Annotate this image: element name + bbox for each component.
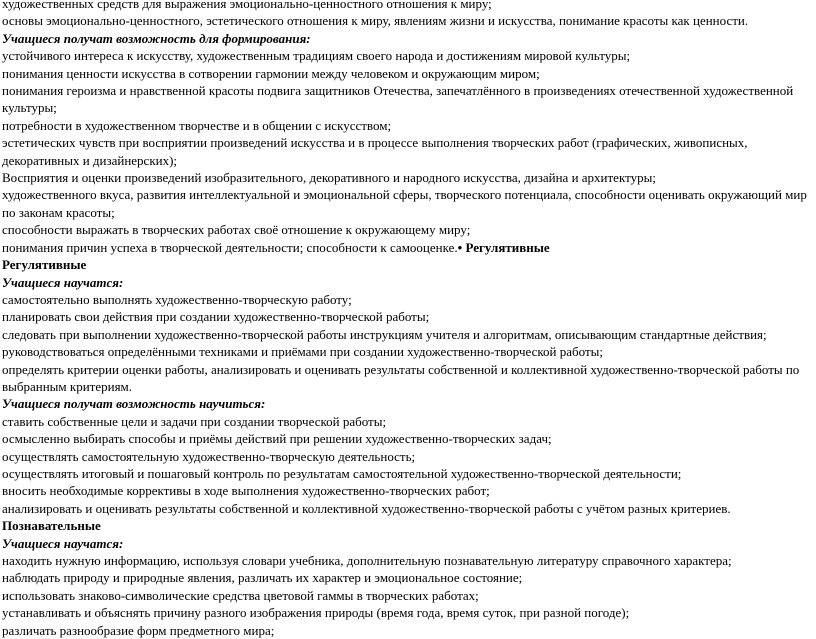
text-line: Восприятия и оценки произведений изобразительного, декоративного и народного искусства, дизайна и архитектуры; [2, 170, 656, 186]
text-line: способности выражать в творческих работах своё отношение к окружающему миру; [2, 222, 471, 238]
text-line: определять критерии оценки работы, анализировать и оценивать результаты собственной и коллективной художественно-творческой работы по выбранным критериям. [2, 361, 800, 394]
text-line: осмысленно выбирать способы и приёмы действий при решении художественно-творческих задач; [2, 431, 552, 447]
text-line: использовать знаково-символические средства цветовой гаммы в творческих работах; [2, 587, 479, 603]
text-line: понимания ценности искусства в сотворении гармонии между человеком и окружающим миром; [2, 65, 540, 81]
text-line: находить нужную информацию, используя словари учебника, дополнительную познавательную литературу справочного характера; [2, 553, 732, 568]
text-line: устойчивого интереса к искусству, художественным традициям своего народа и достижениям мировой культуры; [2, 48, 631, 64]
text-line-mixed [2, 239, 814, 256]
section-heading: Познавательные [2, 518, 101, 534]
section-subheading: Учащиеся получат возможность для формирования: [2, 30, 311, 46]
text-fragment: понимания причин успеха в творческой деятельности; способности к самооценке. [2, 239, 458, 255]
text-line: художественных средств для выражения эмоционально-ценностного отношения к миру; [2, 0, 492, 11]
text-line: руководствоваться определёнными техниками и приёмами при создании художественно-творческой работы; [2, 344, 603, 360]
text-line: потребности в художественном творчестве и в общении с искусством; [2, 117, 392, 133]
section-subheading: Учащиеся научатся: [2, 535, 124, 551]
text-line: понимания героизма и нравственной красоты подвига защитников Отечества, запечатлённого в произведениях отечественной художественной культуры; [2, 83, 794, 116]
text-line: анализировать и оценивать результаты собственной и коллективной художественно-творческой работы с учётом разных критериев. [2, 500, 731, 516]
text-line: художественного вкуса, развития интеллектуальной и эмоциональной сферы, творческого потенциала, способности оценивать окружающий мир по законам красоты; [2, 187, 807, 220]
text-line: вносить необходимые коррективы в ходе выполнения художественно-творческих работ; [2, 483, 490, 499]
text-line: основы эмоционально-ценностного, эстетического отношения к миру, явлениям жизни и искусства, понимание красоты как ценности. [2, 13, 749, 29]
text-line: устанавливать и объяснять причину разного изображения природы (время года, время суток, при разной погоде); [2, 605, 630, 621]
text-line: наблюдать природу и природные явления, различать их характер и эмоциональное состояние; [2, 570, 523, 586]
text-line: самостоятельно выполнять художественно-творческую работу; [2, 291, 352, 307]
text-line: эстетических чувств при восприятии произведений искусства и в процессе выполнения творческих работ (графических, живописных, декоративных и дизайнерских); [2, 135, 748, 168]
text-line: планировать свои действия при создании художественно-творческой работы; [2, 309, 430, 325]
text-line: осуществлять самостоятельную художественно-творческую деятельность; [2, 448, 416, 464]
text-line: следовать при выполнении художественно-творческой работы инструкциям учителя и алгоритмам, описывающим стандартные действия; [2, 326, 767, 342]
bullet-icon: • [457, 239, 463, 255]
section-subheading: Учащиеся получат возможность научиться: [2, 396, 266, 412]
text-line: ставить собственные цели и задачи при создании творческой работы; [2, 413, 387, 429]
text-line: осуществлять итоговый и пошаговый контроль по результатам самостоятельной художественно-творческой деятельности; [2, 465, 682, 481]
section-heading: Регулятивные [2, 257, 87, 273]
section-subheading: Учащиеся научатся: [2, 274, 124, 290]
inline-bold-heading: Регулятивные [462, 239, 550, 255]
text-line: различать разнообразие форм предметного мира; [2, 622, 275, 638]
